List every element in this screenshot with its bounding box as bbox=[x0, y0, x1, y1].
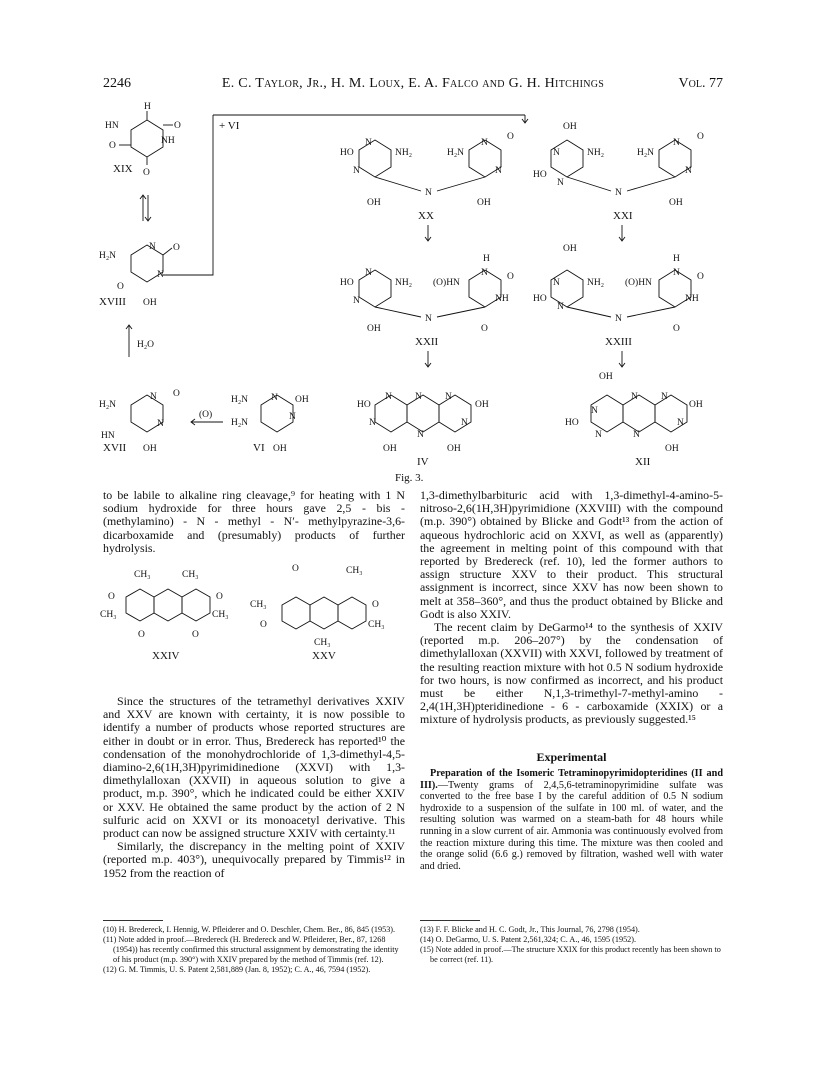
svg-text:OH: OH bbox=[447, 444, 461, 454]
footnote-rule-left bbox=[103, 920, 163, 921]
svg-text:H: H bbox=[673, 254, 680, 264]
svg-text:OH: OH bbox=[477, 198, 491, 208]
experimental-body bbox=[420, 768, 723, 872]
svg-text:OH: OH bbox=[367, 198, 381, 208]
footnotes-left bbox=[103, 925, 405, 975]
label-vi: VI bbox=[253, 442, 265, 454]
footnote-13: (13) F. F. Blicke and H. C. Godt, Jr., This Journal, 76, 2798 (1954). bbox=[420, 925, 640, 934]
footnote-12: (12) G. M. Timmis, U. S. Patent 2,581,889 (Jan. 8, 1952); C. A., 46, 7594 (1952). bbox=[103, 965, 371, 974]
svg-text:N: N bbox=[495, 166, 502, 176]
svg-text:N: N bbox=[685, 166, 692, 176]
label-xxv: XXV bbox=[312, 650, 336, 662]
svg-text:O: O bbox=[260, 620, 267, 630]
left-para-3: Similarly, the discrepancy in the melting point of XXIV (reported m.p. 403°), unequivocally prepared by Timmis¹² in 1952 from the reaction of bbox=[103, 839, 405, 880]
svg-text:N: N bbox=[591, 406, 598, 416]
running-header bbox=[103, 76, 723, 94]
experimental-heading: Experimental bbox=[536, 750, 607, 764]
svg-text:OH: OH bbox=[143, 298, 157, 308]
svg-text:N: N bbox=[353, 166, 360, 176]
label-xix: XIX bbox=[113, 163, 133, 175]
svg-text:OH: OH bbox=[599, 372, 613, 382]
svg-text:NH₂: NH₂ bbox=[395, 148, 413, 158]
svg-text:N: N bbox=[673, 268, 680, 278]
label-iv: IV bbox=[417, 456, 429, 468]
svg-text:N: N bbox=[557, 178, 564, 188]
structure-xii bbox=[565, 372, 703, 468]
label-xviii: XVIII bbox=[99, 296, 126, 308]
reaction-scheme-figure bbox=[95, 95, 735, 495]
svg-text:N: N bbox=[553, 148, 560, 158]
footnotes-right bbox=[420, 925, 723, 965]
svg-text:NH₂: NH₂ bbox=[587, 148, 605, 158]
structure-xix bbox=[105, 102, 181, 178]
svg-text:N: N bbox=[149, 242, 156, 252]
svg-text:N: N bbox=[353, 296, 360, 306]
svg-text:OH: OH bbox=[475, 400, 489, 410]
svg-text:N: N bbox=[673, 138, 680, 148]
svg-text:CH₃: CH₃ bbox=[100, 610, 117, 620]
svg-text:CH₃: CH₃ bbox=[250, 600, 267, 610]
page-number: 2246 bbox=[103, 76, 131, 91]
footnote-14: (14) O. DeGarmo, U. S. Patent 2,561,324; C. A., 46, 1595 (1952). bbox=[420, 935, 637, 944]
svg-text:N: N bbox=[595, 430, 602, 440]
svg-text:H: H bbox=[483, 254, 490, 264]
svg-text:HN: HN bbox=[101, 431, 115, 441]
svg-text:O: O bbox=[697, 272, 704, 282]
svg-text:OH: OH bbox=[295, 395, 309, 405]
svg-text:(O)HN: (O)HN bbox=[433, 278, 460, 288]
svg-text:O: O bbox=[117, 282, 124, 292]
svg-text:OH: OH bbox=[563, 244, 577, 254]
svg-text:O: O bbox=[372, 600, 379, 610]
svg-text:N: N bbox=[615, 314, 622, 324]
svg-text:O: O bbox=[108, 592, 115, 602]
svg-text:H₂N: H₂N bbox=[447, 148, 465, 158]
svg-text:O: O bbox=[507, 272, 514, 282]
reagent-plus-vi: + VI bbox=[219, 120, 240, 132]
svg-text:N: N bbox=[365, 138, 372, 148]
svg-text:N: N bbox=[631, 392, 638, 402]
svg-text:N: N bbox=[661, 392, 668, 402]
svg-text:CH₃: CH₃ bbox=[212, 610, 229, 620]
left-para-2: Since the structures of the tetramethyl derivatives XXIV and XXV are known with certainty, it is now possible to identify a number of products whose reported structures are either in doubt or in error. Thus, Bredereck has reported¹⁰ the condensation of the monohydrochloride of 1,3-dimethyl-4,5-diamino-2,6(1H,3H)pyrimidinedione (XXVI) with 1,3-dimethylalloxan (XXVII) in aqueous solution to give a product, m.p. 390°, which he indicated could be either XXIV or XXV. He obtained the same product by the action of 2 N sulfuric acid on XXVI or its monoacetyl derivative. This product can now be assigned structure XXIV with certainty.¹¹ bbox=[103, 694, 405, 841]
svg-text:O: O bbox=[292, 564, 299, 574]
label-xvii: XVII bbox=[103, 442, 127, 454]
svg-text:OH: OH bbox=[273, 444, 287, 454]
svg-text:NH₂: NH₂ bbox=[587, 278, 605, 288]
reagent-oxidation: (O) bbox=[199, 410, 213, 420]
svg-text:CH₃: CH₃ bbox=[368, 620, 385, 630]
svg-text:H₂N: H₂N bbox=[231, 418, 249, 428]
svg-text:NH: NH bbox=[685, 294, 699, 304]
right-column bbox=[420, 489, 723, 727]
structure-xxiv bbox=[100, 570, 229, 662]
structure-iv bbox=[357, 392, 489, 468]
svg-text:N: N bbox=[271, 393, 278, 403]
label-xii: XII bbox=[635, 456, 651, 468]
svg-text:HO: HO bbox=[357, 400, 371, 410]
svg-text:O: O bbox=[192, 630, 199, 640]
volume-label: Vol. 77 bbox=[678, 76, 723, 91]
svg-text:N: N bbox=[150, 392, 157, 402]
label-xx: XX bbox=[418, 210, 434, 222]
svg-text:NH: NH bbox=[161, 136, 175, 146]
author-line: E. C. Taylor, Jr., H. M. Loux, E. A. Falco and G. H. Hitchings bbox=[221, 76, 605, 91]
label-xxi: XXI bbox=[613, 210, 633, 222]
svg-text:N: N bbox=[615, 188, 622, 198]
svg-text:CH₃: CH₃ bbox=[314, 638, 331, 648]
svg-text:HO: HO bbox=[533, 294, 547, 304]
structure-xvii bbox=[99, 389, 180, 454]
svg-text:CH₃: CH₃ bbox=[134, 570, 151, 580]
svg-text:HO: HO bbox=[340, 148, 354, 158]
footnote-11: (11) Note added in proof.—Bredereck (H. Bredereck and W. Pfleiderer, Ber., 87, 1268 (1954)) has recently confirmed this structural assignment by demonstrating the identity of his product (m.p. 390°) with XXIV prepared by the method of Timmis (ref. 12). bbox=[103, 935, 399, 964]
svg-text:OH: OH bbox=[563, 122, 577, 132]
structure-vi bbox=[231, 393, 309, 454]
svg-text:H₂N: H₂N bbox=[99, 251, 117, 261]
structure-xxii bbox=[340, 254, 514, 348]
svg-text:(O)HN: (O)HN bbox=[625, 278, 652, 288]
footnote-15: (15) Note added in proof.—The structure XXIX for this product recently has been shown to be correct (ref. 11). bbox=[420, 945, 721, 964]
svg-text:N: N bbox=[553, 278, 560, 288]
structure-xxiii bbox=[533, 244, 704, 348]
svg-text:OH: OH bbox=[383, 444, 397, 454]
svg-text:N: N bbox=[289, 412, 296, 422]
svg-text:N: N bbox=[157, 270, 164, 280]
svg-text:HO: HO bbox=[340, 278, 354, 288]
svg-text:H₂N: H₂N bbox=[99, 400, 117, 410]
svg-text:N: N bbox=[445, 392, 452, 402]
left-para-1: to be labile to alkaline ring cleavage,⁹ for heating with 1 N sodium hydroxide for three hours gave 2,5 - bis - (methylamino) - N - methyl - N′- methylpyrazine-3,6-dicarboxamide and (presumably) products of further hydrolysis. bbox=[103, 488, 405, 555]
svg-text:O: O bbox=[216, 592, 223, 602]
structure-xx bbox=[340, 132, 514, 222]
svg-text:O: O bbox=[143, 168, 150, 178]
svg-text:O: O bbox=[697, 132, 704, 142]
svg-text:OH: OH bbox=[669, 198, 683, 208]
svg-text:H₂N: H₂N bbox=[231, 395, 249, 405]
figure-caption: Fig. 3. bbox=[395, 472, 424, 484]
svg-text:OH: OH bbox=[665, 444, 679, 454]
experimental-subheading: Preparation of the Isomeric Tetraminopyrimidopteridines (II and III). bbox=[420, 768, 723, 791]
svg-text:HN: HN bbox=[105, 121, 119, 131]
reagent-water: H₂O bbox=[137, 340, 155, 350]
svg-text:CH₃: CH₃ bbox=[182, 570, 199, 580]
svg-text:O: O bbox=[507, 132, 514, 142]
right-para-1: 1,3-dimethylbarbituric acid with 1,3-dimethyl-4-amino-5-nitroso-2,6(1H,3H)pyrimidione (XXVIII) with the compound (m.p. 390°) obtained by Blicke and Godt¹³ from the action of aqueous hydrochloric acid on XXVI, as well as (apparently) the agreement in melting point of this compound with that reported by Bredereck (ref. 10), led the former authors to assign structure XXV to their product. This structural assignment is incorrect, since XXV has now been shown to melt at 358–360°, and thus the product obtained by Blicke and Godt is also XXIV. bbox=[420, 488, 723, 621]
svg-text:O: O bbox=[138, 630, 145, 640]
right-para-2: The recent claim by DeGarmo¹⁴ to the synthesis of XXIV (reported m.p. 206–207°) by the condensation of dimethylalloxan (XXVII) with XXVI, followed by treatment of the resulting reaction mixture with hot 0.5 N sodium hydroxide for two hours, is now confirmed as incorrect, and his product must be either N,1,3-trimethyl-7-methyl-amino - 2,4(1H,3H)pteridinedione - 6 - carboxamide (XXIX) or a mixture of hydrolysis products, as previously suggested.¹⁵ bbox=[420, 620, 723, 727]
svg-text:N: N bbox=[157, 419, 164, 429]
svg-text:O: O bbox=[173, 243, 180, 253]
svg-text:OH: OH bbox=[689, 400, 703, 410]
svg-text:H₂N: H₂N bbox=[637, 148, 655, 158]
svg-text:N: N bbox=[415, 392, 422, 402]
svg-text:O: O bbox=[174, 121, 181, 131]
footnote-10: (10) H. Bredereck, I. Hennig, W. Pfleiderer and O. Deschler, Chem. Ber., 86, 845 (1953). bbox=[103, 925, 396, 934]
svg-text:N: N bbox=[481, 138, 488, 148]
label-xxii: XXII bbox=[415, 336, 439, 348]
svg-text:O: O bbox=[673, 324, 680, 334]
svg-text:H: H bbox=[144, 102, 151, 112]
svg-text:N: N bbox=[461, 418, 468, 428]
svg-text:N: N bbox=[365, 268, 372, 278]
structures-xxiv-xxv bbox=[100, 561, 405, 696]
svg-text:O: O bbox=[481, 324, 488, 334]
svg-text:O: O bbox=[173, 389, 180, 399]
svg-text:N: N bbox=[425, 188, 432, 198]
svg-text:N: N bbox=[677, 418, 684, 428]
svg-text:N: N bbox=[425, 314, 432, 324]
svg-text:N: N bbox=[417, 430, 424, 440]
svg-text:N: N bbox=[557, 302, 564, 312]
structure-xxi bbox=[533, 122, 704, 222]
svg-text:OH: OH bbox=[367, 324, 381, 334]
svg-text:HO: HO bbox=[565, 418, 579, 428]
svg-text:HO: HO bbox=[533, 170, 547, 180]
svg-text:NH₂: NH₂ bbox=[395, 278, 413, 288]
svg-text:N: N bbox=[369, 418, 376, 428]
svg-text:CH₃: CH₃ bbox=[346, 566, 363, 576]
svg-text:N: N bbox=[481, 268, 488, 278]
label-xxiv: XXIV bbox=[152, 650, 180, 662]
experimental-text: —Twenty grams of 2,4,5,6-tetraminopyrimidine sulfate was converted to the free base I by the careful addition of 0.5 N sodium hydroxide to a suspension of the sulfate in 100 ml. of water, and the resulting solution was warmed on a steam-bath for 48 hours while running in a slow current of air. Ammonia was continuously evolved from the reaction mixture during this time. The mixture was then cooled and the orange solid (6.6 g.) removed by filtration, washed well with water and dried. bbox=[420, 779, 723, 872]
svg-text:NH: NH bbox=[495, 294, 509, 304]
svg-text:O: O bbox=[109, 141, 116, 151]
label-xxiii: XXIII bbox=[605, 336, 632, 348]
footnote-rule-right bbox=[420, 920, 480, 921]
svg-text:N: N bbox=[385, 392, 392, 402]
svg-text:OH: OH bbox=[143, 444, 157, 454]
svg-text:N: N bbox=[633, 430, 640, 440]
structure-xxv bbox=[250, 564, 385, 662]
